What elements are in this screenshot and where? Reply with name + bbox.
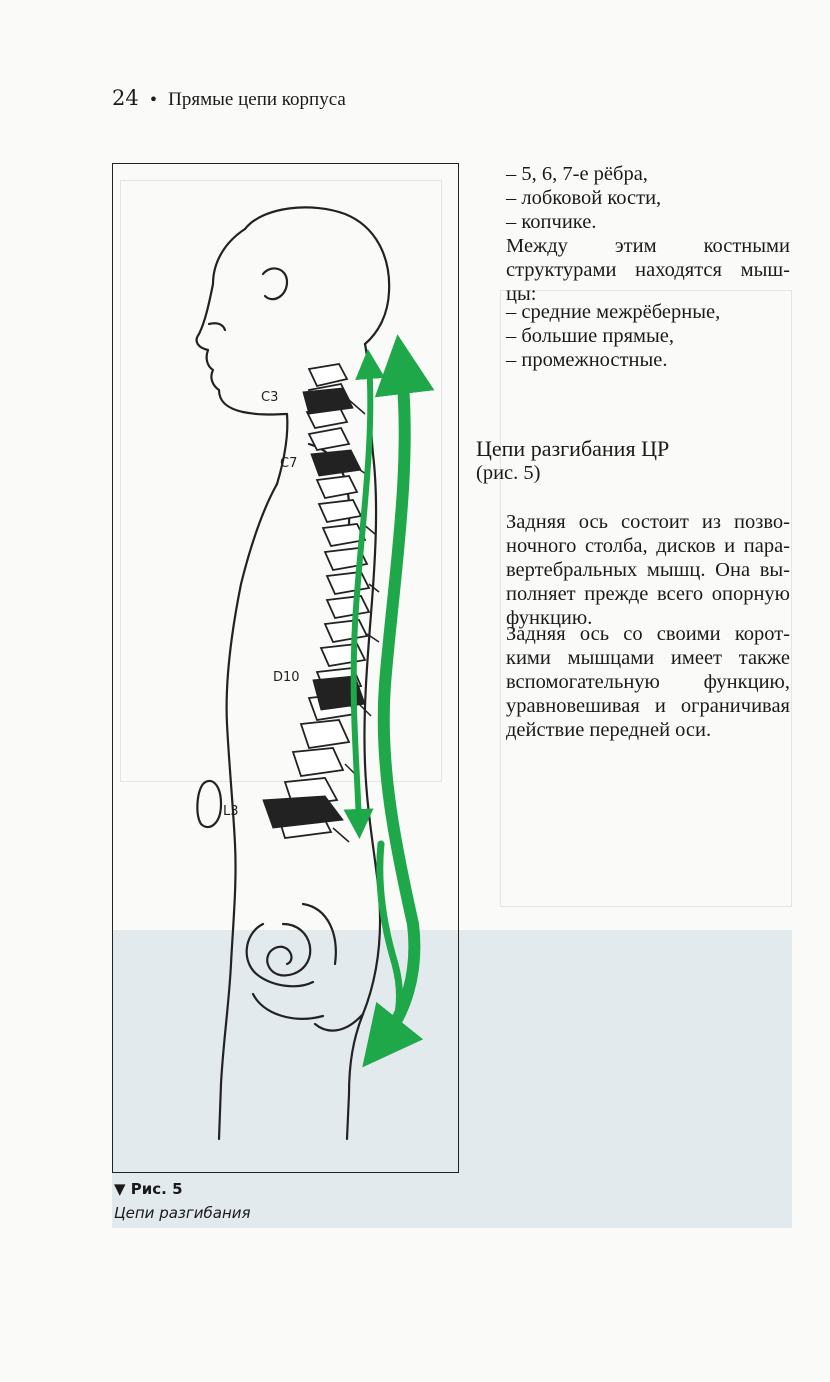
label-d10: D10	[273, 670, 300, 685]
list-item: – лобковой кости,	[506, 187, 662, 209]
extension-chain-arrows	[354, 364, 415, 1046]
list-item: – большие прямые,	[506, 325, 674, 347]
header-separator: •	[148, 90, 159, 109]
muscle-list	[506, 300, 790, 372]
section-title: Цепи разгибания ЦР	[476, 436, 670, 461]
between-paragraph: Между этим костными структурами находятся мыш- цы:	[506, 235, 790, 305]
page-number: 24	[112, 86, 139, 110]
label-c7: C7	[280, 456, 298, 471]
triangle-down-icon: ▼	[114, 1180, 126, 1198]
list-item: – 5, 6, 7-е рёбра,	[506, 163, 648, 185]
paragraph-1: Задняя ось состоит из позво- ночного столба, дисков и пара- вертебральных мышц. Она вы- полняет прежде всего опорную функцию.	[506, 511, 790, 629]
label-l3: L3	[223, 804, 239, 819]
paragraph-2: Задняя ось со своими корот- кими мышцами имеет также вспомогательную функцию, уравновешивая и ограничивая действие передней оси.	[506, 623, 790, 741]
list-item: – копчике.	[506, 211, 597, 233]
spine-illustration	[113, 164, 458, 1172]
figure-caption-text: Цепи разгибания	[114, 1204, 251, 1222]
list-item: – средние межрёберные,	[506, 301, 721, 323]
figure-5	[112, 163, 459, 1173]
attachment-list	[506, 162, 790, 234]
section-subtitle: (рис. 5)	[476, 462, 541, 484]
figure-caption-label: ▼ Рис. 5	[114, 1180, 183, 1198]
label-c3: C3	[261, 390, 279, 405]
section-heading	[476, 436, 790, 486]
list-item: – промежностные.	[506, 349, 668, 371]
running-title: Прямые цепи корпуса	[168, 89, 346, 110]
running-header	[112, 86, 346, 114]
